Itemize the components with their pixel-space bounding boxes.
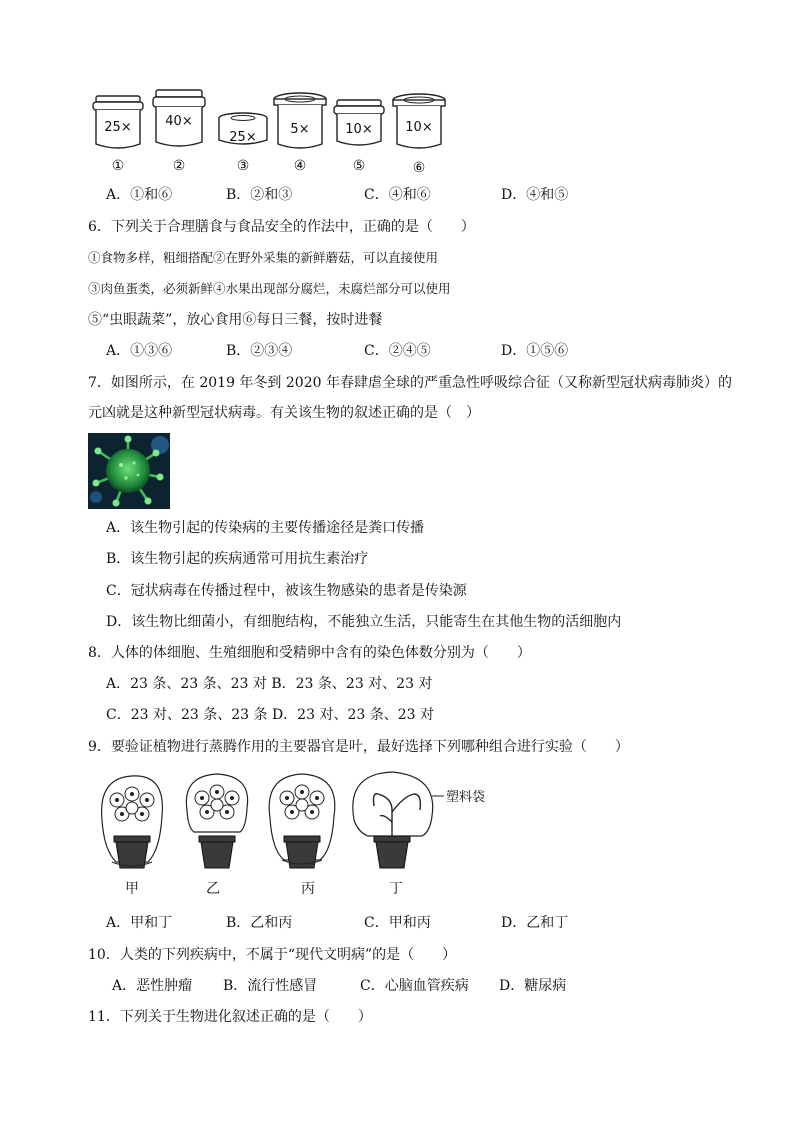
- q10-option-c[interactable]: C．心脑血管疾病: [360, 978, 469, 994]
- lens-label-4: 5×: [290, 122, 310, 137]
- plant-label-jia: 甲: [125, 881, 139, 897]
- q10-option-a[interactable]: A．恶性肿瘤: [112, 978, 193, 994]
- q9-option-a[interactable]: A．甲和丁: [106, 915, 173, 931]
- q10-option-d[interactable]: D．糖尿病: [499, 978, 567, 994]
- q8-options-line-1[interactable]: A．23 条、23 条、23 对 B．23 条、23 对、23 对: [106, 676, 433, 692]
- q9-option-b[interactable]: B．乙和丙: [226, 915, 293, 931]
- q9-stem: 9．要验证植物进行蒸腾作用的主要器官是叶，最好选择下列哪种组合进行实验（ ）: [88, 739, 629, 755]
- q8-stem: 8．人体的体细胞、生殖细胞和受精卵中含有的染色体数分别为（ ）: [88, 645, 531, 661]
- q7-option-c[interactable]: C．冠状病毒在传播过程中，被该生物感染的患者是传染源: [106, 583, 467, 599]
- q7-option-d[interactable]: D．该生物比细菌小，有细胞结构，不能独立生活，只能寄生在其他生物的活细胞内: [106, 614, 622, 630]
- q7-stem-line-2: 元凶就是这种新型冠状病毒。有关该生物的叙述正确的是（ ）: [88, 405, 480, 421]
- lens-number-4: ④: [293, 158, 307, 174]
- q6-item-line-2: ③肉鱼蛋类，必须新鲜④水果出现部分腐烂，未腐烂部分可以使用: [88, 281, 451, 296]
- lens-label-6: 10×: [405, 120, 433, 135]
- q6-item-line-3: ⑤“虫眼蔬菜”，放心食用⑥每日三餐，按时进餐: [88, 312, 383, 328]
- q6-option-b[interactable]: B．②③④: [226, 343, 293, 359]
- q8-options-line-2[interactable]: C．23 对、23 条、23 条 D．23 对、23 条、23 对: [106, 707, 434, 723]
- plastic-bag-label: 塑料袋: [446, 790, 486, 805]
- q7-stem-line-1: 7．如图所示，在 2019 年冬到 2020 年春肆虐全球的严重急性呼吸综合征（又称新型冠状病毒肺炎）的: [88, 375, 732, 391]
- q9-option-d[interactable]: D．乙和丁: [501, 915, 569, 931]
- q6-option-d[interactable]: D．①⑤⑥: [501, 343, 569, 359]
- lens-number-1: ①: [111, 158, 125, 174]
- q6-option-a[interactable]: A．①③⑥: [106, 343, 173, 359]
- q7-option-b[interactable]: B．该生物引起的疾病通常可用抗生素治疗: [106, 551, 369, 567]
- coronavirus-image: [88, 433, 170, 509]
- q6-option-c[interactable]: C．②④⑤: [364, 343, 431, 359]
- plant-label-bing: 丙: [301, 881, 315, 897]
- lens-number-6: ⑥: [412, 160, 426, 176]
- q7-option-a[interactable]: A．该生物引起的传染病的主要传播途径是粪口传播: [106, 520, 425, 536]
- lens-label-1: 25×: [104, 120, 132, 135]
- lens-number-2: ②: [172, 158, 186, 174]
- lens-label-2: 40×: [165, 114, 193, 129]
- q5-option-a[interactable]: A．①和⑥: [106, 187, 173, 203]
- q5-option-b[interactable]: B．②和③: [226, 187, 293, 203]
- lens-number-3: ③: [236, 158, 250, 174]
- q5-option-d[interactable]: D．④和⑤: [501, 187, 569, 203]
- q6-item-line-1: ①食物多样，粗细搭配②在野外采集的新鲜蘑菇，可以直接使用: [88, 250, 439, 265]
- q10-option-b[interactable]: B．流行性感冒: [223, 978, 318, 994]
- q6-stem: 6．下列关于合理膳食与食品安全的作法中，正确的是（ ）: [88, 219, 475, 235]
- plant-experiment-drawing: [92, 770, 452, 882]
- lens-number-5: ⑤: [352, 158, 366, 174]
- q5-option-c[interactable]: C．④和⑥: [364, 187, 431, 203]
- lens-label-5: 10×: [345, 122, 373, 137]
- plant-label-ding: 丁: [389, 881, 403, 897]
- q10-stem: 10．人类的下列疾病中，不属于“现代文明病”的是（ ）: [88, 947, 457, 963]
- q11-stem: 11．下列关于生物进化叙述正确的是（ ）: [88, 1009, 372, 1025]
- lens-label-3: 25×: [229, 130, 257, 145]
- q9-option-c[interactable]: C．甲和丙: [364, 915, 431, 931]
- plant-label-yi: 乙: [206, 881, 220, 897]
